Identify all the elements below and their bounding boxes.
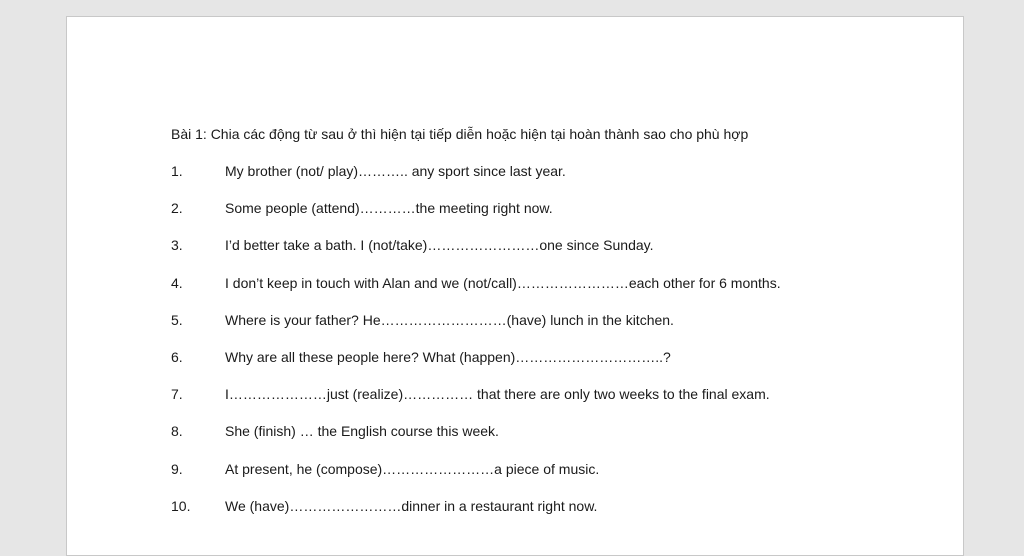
- item-text: I’d better take a bath. I (not/take)……………………one since Sunday.: [225, 237, 654, 254]
- list-item: [171, 160, 931, 182]
- list-item: [171, 234, 931, 256]
- list-item: [171, 197, 931, 219]
- list-item: [171, 272, 931, 294]
- item-number: 4.: [171, 274, 183, 291]
- list-item: [171, 309, 931, 331]
- item-number: 6.: [171, 348, 183, 365]
- document-body: [171, 123, 931, 532]
- item-number: 5.: [171, 311, 183, 328]
- item-text: Some people (attend)…………the meeting right now.: [225, 200, 553, 217]
- item-number: 9.: [171, 460, 183, 477]
- exercise-list: [171, 160, 931, 517]
- item-number: 2.: [171, 200, 183, 217]
- item-text: At present, he (compose)……………………a piece of music.: [225, 460, 600, 477]
- exercise-heading: Bài 1: Chia các động từ sau ở thì hiện tại tiếp diễn hoặc hiện tại hoàn thành sao cho phù hợp: [171, 126, 749, 142]
- item-number: 10.: [171, 497, 191, 514]
- document-page: [66, 16, 964, 556]
- item-number: 3.: [171, 237, 183, 254]
- list-item: [171, 383, 931, 405]
- item-text: Why are all these people here? What (happen)…………………………..?: [225, 348, 671, 365]
- list-item: [171, 495, 931, 517]
- item-text: We (have)……………………dinner in a restaurant right now.: [225, 497, 598, 514]
- list-item: [171, 458, 931, 480]
- item-text: I don’t keep in touch with Alan and we (not/call)……………………each other for 6 months.: [225, 274, 781, 291]
- item-text: Where is your father? He………………………(have) lunch in the kitchen.: [225, 311, 674, 328]
- item-number: 7.: [171, 386, 183, 403]
- item-text: My brother (not/ play)……….. any sport since last year.: [225, 163, 566, 179]
- item-text: I…………………just (realize)…………… that there are only two weeks to the final exam.: [225, 386, 770, 403]
- list-item: [171, 420, 931, 442]
- list-item: [171, 346, 931, 368]
- item-text: She (finish) … the English course this week.: [225, 423, 499, 440]
- item-number: 1.: [171, 163, 183, 179]
- item-number: 8.: [171, 423, 183, 440]
